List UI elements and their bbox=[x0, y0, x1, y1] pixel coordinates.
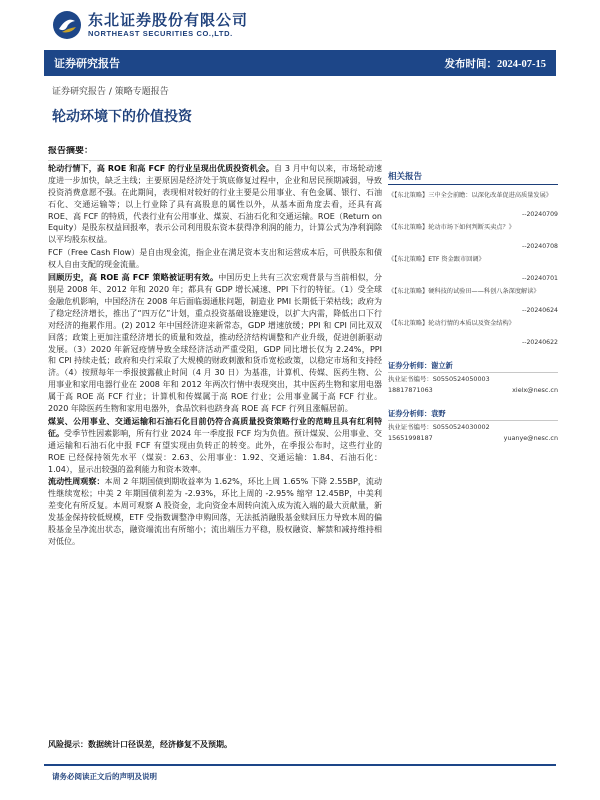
analyst-phone: 15651998187 bbox=[388, 434, 433, 442]
related-report-item[interactable] bbox=[388, 223, 558, 252]
paragraph-lead: 回顾历史，高 ROE 高 FCF 策略被证明有效。 bbox=[48, 273, 219, 283]
analyst-contact bbox=[388, 433, 558, 444]
related-report-date: --20240624 bbox=[522, 307, 558, 314]
paragraph-body: 受季节性因素影响，所有行业 2024 年一季度报 FCF 均为负值。预计煤炭、公用事业、交通运输和石油石化中报 FCF 有望实现由负转正的转变。此外，在季报公布时，这些行业的 ROE 已经保持领先水平（煤炭：2.63、公用事业：1.92、交通运输：1.84、石油石化：1.04），显示出较强的盈利能力和资本效率。 bbox=[48, 428, 382, 474]
footer-divider bbox=[44, 764, 556, 766]
related-report-date: --20240709 bbox=[522, 211, 558, 218]
related-report-title: 《【东北策略】ETF 资金跟市回调》 bbox=[388, 256, 485, 263]
related-report-item[interactable] bbox=[388, 287, 558, 316]
related-reports-heading: 相关报告 bbox=[388, 170, 558, 185]
analyst-card bbox=[388, 360, 558, 396]
breadcrumb: 证券研究报告 / 策略专题报告 bbox=[52, 87, 169, 97]
related-report-title: 《【东北策略】轮动市场下如何判断买卖点？》 bbox=[388, 224, 515, 231]
company-name-en: NORTHEAST SECURITIES CO.,LTD. bbox=[88, 28, 233, 38]
summary-paragraph-1 bbox=[48, 163, 382, 246]
related-report-date: --20240701 bbox=[522, 275, 558, 282]
summary-paragraph-4 bbox=[48, 416, 382, 476]
company-logo bbox=[52, 8, 302, 42]
report-banner bbox=[44, 50, 556, 76]
report-type-label: 证券研究报告 bbox=[54, 57, 120, 70]
related-report-item[interactable] bbox=[388, 255, 558, 284]
analyst-card bbox=[388, 408, 558, 444]
company-name-cn: 东北证券股份有限公司 bbox=[88, 10, 249, 29]
risk-notice: 风险提示：数据统计口径误差，经济修复不及预期。 bbox=[48, 740, 232, 749]
page-title: 轮动环境下的价值投资 bbox=[52, 109, 192, 125]
paragraph-lead: 轮动行情下，高 ROE 和高 FCF 的行业呈现出优质投资机会。 bbox=[48, 163, 274, 173]
paragraph-body: 本周 2 年期国债到期收益率为 1.62%，环比上周 1.65% 下降 2.55BP，流动性继续宽松；中美 2 年期国债利差为 -2.93%，环比上周的 -2.95% 缩窄 12.45BP，中美利差变化有所反复。本周可观察 A 股资金，北向资金本周转向流入成为流入端的最大贡献量，新发基金保持较低规模，ETF 受指数调整净申购回落，无法抵消融股基金赎回压力导致本周的偏股基金呈净流出状态，融资端流出有所缩小；流出端压力平稳，股权融资、解禁和减持维持相对低位。 bbox=[48, 477, 382, 546]
sidebar bbox=[388, 170, 558, 444]
analyst-name: 证券分析师：谢立新 bbox=[388, 360, 558, 373]
analyst-email[interactable]: yuanye@nesc.cn bbox=[503, 434, 558, 442]
summary-paragraph-2 bbox=[48, 247, 382, 271]
analyst-phone: 18817871063 bbox=[388, 386, 433, 394]
analyst-license: 执业证书编号：S0550524030002 bbox=[388, 423, 490, 431]
paragraph-body: 中国历史上共有三次宏观背景与当前相似，分别是 2008 年、2012 年和 2020 年；都具有 GDP 增长减速、PPI 下行的特征。（1）受全球金融危机影响，中国经济在 2008 年后面临弱通胀问题，制造业 PMI 长期低于荣枯线；政府为了稳定经济增长，推出了“四万亿”计划，重点投资基础设施建设，以扩大内需，降低出口下行对经济的拖累作用。(2) 2012 年中国经济迎来新常态，GDP 增速放缓；PPI 和 CPI 同比双双回落；政策上更加注重经济增长的质量和效益，推动经济结构调整和产业升级，促进创新驱动发展。（3）2020 年新冠疫情导致全球经济活动严重受阻，GDP 同比增长仅为 2.24%，PPI 和 CPI 持续走低；政府和央行采取了大规模的财政刺激和货币宽松政策，以稳定市场和支持经济。（4）按照每年一季报披露截止时间（4 月 30 日）为基准，计算机、传媒、医药生物、公用事业和家用电器行业在 2008 年和 2012 年两次行情中表现突出，其中医药生物和家用电器属于高 ROE 高 FCF 行业；计算机和传媒属于高 ROE 行业；公用事业属于高 FCF 行业。2020 年除医药生物和家用电器外，食品饮料也跻身高 ROE 高 FCF 行列且涨幅居前。 bbox=[48, 273, 382, 414]
analyst-name: 证券分析师：袁野 bbox=[388, 408, 558, 421]
analyst-email[interactable]: xielx@nesc.cn bbox=[512, 386, 558, 394]
summary-paragraph-5 bbox=[48, 476, 382, 547]
related-report-date: --20240622 bbox=[522, 339, 558, 346]
northeast-securities-logo-icon bbox=[52, 10, 82, 40]
summary-heading: 报告摘要： bbox=[48, 146, 382, 161]
related-report-title: 《【东北策略】硬科技的试验田——科创八条深度解读》 bbox=[388, 288, 540, 295]
publish-date: 发布时间：2024-07-15 bbox=[444, 58, 546, 70]
related-report-date: --20240708 bbox=[522, 243, 558, 250]
related-report-title: 《【东北策略】三中全会前瞻：以深化改革促进高质量发展》 bbox=[388, 192, 552, 199]
related-report-title: 《【东北策略】轮动行情的本质以及资金结构》 bbox=[388, 320, 515, 327]
related-report-item[interactable] bbox=[388, 191, 558, 220]
footer-disclaimer: 请务必阅读正文后的声明及说明 bbox=[52, 772, 157, 781]
analyst-license: 执业证书编号：S0550524050003 bbox=[388, 375, 490, 383]
analyst-contact bbox=[388, 385, 558, 396]
paragraph-body: 自 3 月中旬以来，市场轮动速度进一步加快，缺乏主线；主要原因是经济处于筑底修复过程中，企业和居民预期减弱，导致投资消费意愿不强。在此期间，表现相对较好的行业主要是公用事业、有色金属、银行、石油石化、交通运输等；以上行业除了具有高股息的属性以外，从基本面角度去看，还具有高 ROE、高 FCF 的特质，代表行业有公用事业、煤炭、石油石化和交通运输。ROE（Return on Equity）是股东权益回报率，表示公司利用股东资本获得净利润的能力，计算公式为净利润除以平均股东权益。 bbox=[48, 163, 382, 245]
related-report-item[interactable] bbox=[388, 319, 558, 348]
report-summary bbox=[48, 146, 382, 736]
summary-paragraph-3 bbox=[48, 272, 382, 415]
paragraph-lead: 煤炭、公用事业、交通运输和石油石化目前仍符合高质量投资策略行业的范畴且具有红利特征。 bbox=[48, 416, 382, 438]
paragraph-lead: 流动性周观察： bbox=[48, 477, 105, 487]
paragraph-body: FCF（Free Cash Flow）是自由现金流，指企业在满足资本支出和运营成本后，可供股东和债权人自由支配的现金流量。 bbox=[48, 248, 382, 270]
